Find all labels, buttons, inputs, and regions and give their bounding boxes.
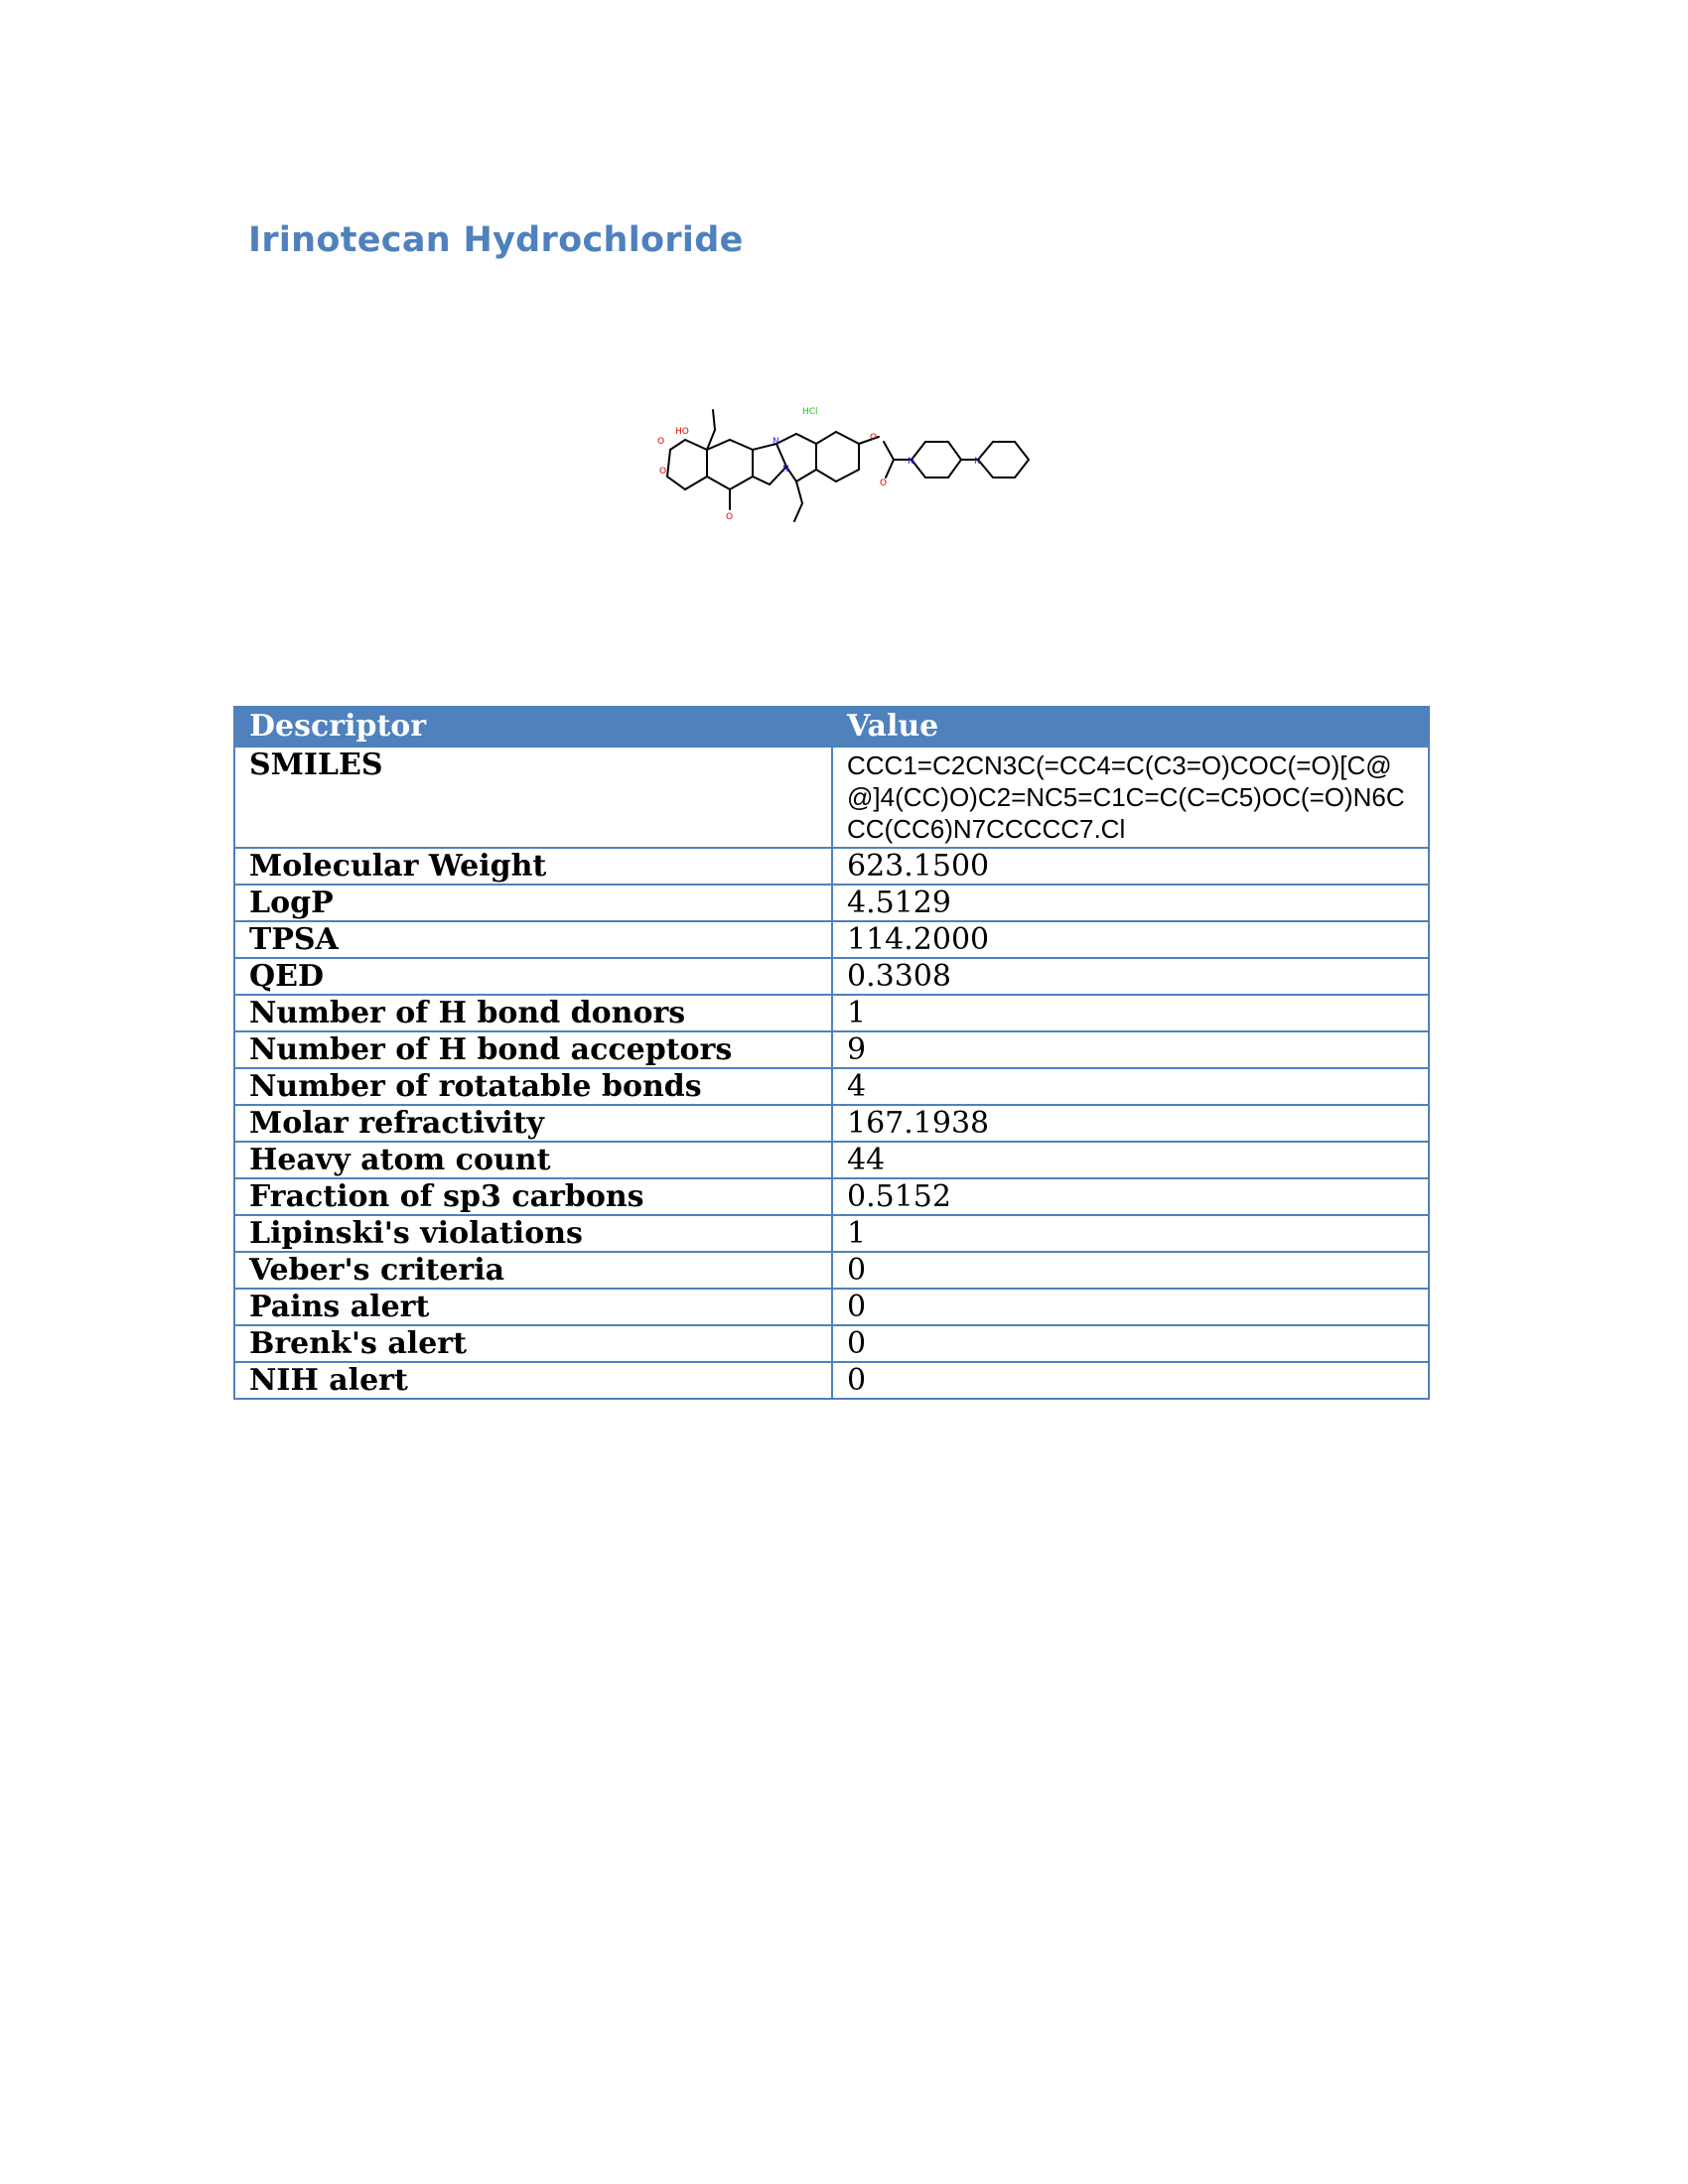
descriptor-column-header: Descriptor	[234, 707, 832, 747]
table-row	[234, 1142, 1429, 1178]
descriptor-value: 0.3308	[832, 958, 1429, 995]
descriptor-value: 4	[832, 1068, 1429, 1105]
carbamate-oxygen-label: O	[880, 478, 888, 488]
salt-label: HCl	[802, 407, 818, 417]
descriptor-value: 0	[832, 1289, 1429, 1325]
descriptor-value: 44	[832, 1142, 1429, 1178]
descriptor-label: QED	[234, 958, 832, 995]
descriptor-label: Brenk's alert	[234, 1325, 832, 1362]
descriptor-label: Molecular Weight	[234, 848, 832, 885]
descriptor-table	[233, 706, 1430, 1400]
table-row	[234, 1289, 1429, 1325]
table-header-row	[234, 707, 1429, 747]
descriptor-value: 0	[832, 1325, 1429, 1362]
table-row	[234, 921, 1429, 958]
table-row	[234, 1215, 1429, 1252]
quinoline-nitrogen-label: N	[773, 437, 779, 447]
smiles-row	[234, 747, 1429, 848]
table-row	[234, 1178, 1429, 1215]
lactam-oxygen-label: O	[726, 512, 734, 522]
descriptor-label: Number of H bond acceptors	[234, 1031, 832, 1068]
piperidine-nitrogen-label: N	[908, 457, 914, 467]
table-row	[234, 1031, 1429, 1068]
descriptor-label: TPSA	[234, 921, 832, 958]
descriptor-label: Pains alert	[234, 1289, 832, 1325]
descriptor-value: 114.2000	[832, 921, 1429, 958]
page-title: Irinotecan Hydrochloride	[248, 220, 744, 260]
descriptor-value: 9	[832, 1031, 1429, 1068]
table-row	[234, 1252, 1429, 1289]
descriptor-label: Lipinski's violations	[234, 1215, 832, 1252]
table-row	[234, 995, 1429, 1031]
smiles-label: SMILES	[234, 747, 832, 848]
pyrrole-nitrogen-label: N	[782, 465, 789, 475]
ester-oxygen-label: O	[870, 433, 878, 443]
carbonyl-oxygen-label: O	[657, 437, 665, 447]
descriptor-label: Heavy atom count	[234, 1142, 832, 1178]
descriptor-value: 0	[832, 1252, 1429, 1289]
molecule-structure-image	[645, 392, 1043, 556]
value-column-header: Value	[832, 707, 1429, 747]
descriptor-label: NIH alert	[234, 1362, 832, 1399]
table-row	[234, 1362, 1429, 1399]
descriptor-label: Number of rotatable bonds	[234, 1068, 832, 1105]
table-row	[234, 1325, 1429, 1362]
table-row	[234, 1068, 1429, 1105]
descriptor-label: Molar refractivity	[234, 1105, 832, 1142]
descriptor-label: Veber's criteria	[234, 1252, 832, 1289]
molecule-structure-drawing	[645, 392, 1043, 556]
table-row	[234, 958, 1429, 995]
table-row	[234, 885, 1429, 921]
descriptor-value: 0.5152	[832, 1178, 1429, 1215]
descriptor-label: LogP	[234, 885, 832, 921]
descriptor-value: 4.5129	[832, 885, 1429, 921]
descriptor-value: 167.1938	[832, 1105, 1429, 1142]
descriptor-value: 1	[832, 995, 1429, 1031]
table-row	[234, 1105, 1429, 1142]
smiles-value: CCC1=C2CN3C(=CC4=C(C3=O)COC(=O)[C@@]4(CC)O)C2=NC5=C1C=C(C=C5)OC(=O)N6CCC(CC6)N7CCCCC7.Cl	[832, 747, 1429, 848]
descriptor-value: 623.1500	[832, 848, 1429, 885]
descriptor-value: 1	[832, 1215, 1429, 1252]
table-row	[234, 848, 1429, 885]
descriptor-label: Fraction of sp3 carbons	[234, 1178, 832, 1215]
ring-oxygen-label: O	[659, 467, 667, 477]
descriptor-value: 0	[832, 1362, 1429, 1399]
descriptor-label: Number of H bond donors	[234, 995, 832, 1031]
hydroxyl-label: HO	[675, 427, 689, 437]
piperidine2-nitrogen-label: N	[974, 457, 981, 467]
